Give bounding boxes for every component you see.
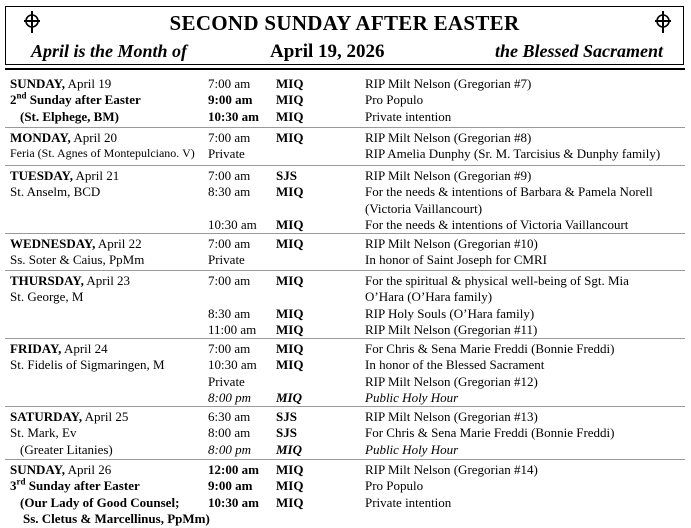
mass-time: 6:30 am [208, 409, 251, 424]
day-date: April 19 [65, 76, 112, 91]
weekday: TUESDAY, [10, 168, 73, 183]
day-date: April 23 [83, 273, 131, 288]
feast-line: Ss. Cletus & Marcellinus, PpMm) [23, 510, 210, 526]
mass-location: MIQ [276, 108, 304, 124]
mass-location: MIQ [276, 357, 304, 373]
mass-time: 8:30 am [208, 184, 251, 200]
mass-intention: For Chris & Sena Marie Freddi (Bonnie Freddi) [365, 425, 615, 441]
mass-location: SJS [276, 425, 297, 441]
day-separator [5, 406, 685, 407]
mass-location: SJS [276, 168, 297, 183]
mass-intention: RIP Holy Souls (O’Hara family) [365, 305, 535, 321]
day-heading [10, 130, 117, 145]
mass-intention: Private intention [365, 108, 452, 124]
mass-intention: Pro Populo [365, 478, 424, 494]
mass-time: 7:00 am [208, 76, 251, 91]
mass-location: MIQ [276, 76, 304, 91]
page-title: SECOND SUNDAY AFTER EASTER [169, 11, 520, 35]
mass-intention: Public Holy Hour [365, 389, 459, 405]
mass-intention-cont: (Victoria Vaillancourt) [365, 200, 483, 216]
month-note: April is the Month of [31, 41, 188, 61]
weekday: WEDNESDAY, [10, 236, 96, 251]
day-separator [5, 233, 685, 234]
mass-time: Private [208, 252, 245, 268]
weekday: FRIDAY, [10, 341, 62, 356]
mass-location: MIQ [276, 92, 304, 108]
feast-line: Ss. Soter & Caius, PpMm [10, 252, 145, 268]
day-heading [10, 341, 108, 356]
mass-intention: RIP Milt Nelson (Gregorian #13) [365, 409, 538, 424]
day-heading [10, 236, 142, 251]
mass-location: MIQ [276, 341, 304, 356]
mass-location: MIQ [276, 305, 304, 321]
mass-intention-cont: O’Hara (O’Hara family) [365, 289, 493, 305]
mass-location: MIQ [276, 184, 304, 200]
feast-line: (Greater Litanies) [20, 441, 113, 457]
mass-time: 7:00 am [208, 130, 251, 145]
day-date: April 26 [65, 462, 112, 477]
mass-location: MIQ [276, 441, 303, 457]
mass-location: MIQ [276, 321, 304, 337]
mass-location: MIQ [276, 494, 304, 510]
dedication: the Blessed Sacrament [494, 41, 663, 61]
day-heading [10, 273, 130, 288]
mass-intention: For the needs & intentions of Barbara & Pamela Norell [365, 184, 653, 200]
day-heading [10, 462, 111, 477]
feast-line: 3rd Sunday after Easter [10, 476, 140, 494]
mass-location: MIQ [276, 273, 304, 288]
mass-time: 10:30 am [208, 494, 259, 510]
day-separator [5, 270, 685, 271]
day-date: April 24 [61, 341, 108, 356]
mass-location: MIQ [276, 389, 303, 405]
mass-intention: Public Holy Hour [365, 441, 459, 457]
day-date: April 25 [82, 409, 129, 424]
mass-time: 8:00 pm [208, 389, 251, 405]
day-date: April 20 [70, 130, 118, 145]
mass-location: MIQ [276, 130, 304, 145]
day-separator [5, 165, 685, 166]
feast-line: St. George, M [10, 289, 84, 305]
mass-location: MIQ [276, 478, 304, 494]
weekday: SUNDAY, [10, 462, 66, 477]
header-rule [5, 68, 685, 70]
day-heading [10, 168, 119, 183]
mass-time: 8:00 am [208, 425, 251, 441]
mass-time: 7:00 am [208, 341, 251, 356]
feast-line: 2nd Sunday after Easter [10, 90, 141, 108]
mass-time: 9:00 am [208, 478, 253, 494]
mass-intention: RIP Milt Nelson (Gregorian #14) [365, 462, 538, 477]
mass-intention: For Chris & Sena Marie Freddi (Bonnie Freddi) [365, 341, 615, 356]
mass-time: 7:00 am [208, 273, 251, 288]
mass-time: Private [208, 373, 245, 389]
mass-intention: RIP Milt Nelson (Gregorian #7) [365, 76, 532, 91]
date-heading: April 19, 2026 [270, 41, 385, 62]
mass-time: Private [208, 146, 245, 162]
mass-intention: RIP Milt Nelson (Gregorian #10) [365, 236, 538, 251]
weekday: SATURDAY, [10, 409, 83, 424]
feast-line: Feria (St. Agnes of Montepulciano. V) [10, 146, 195, 161]
feast-line: St. Fidelis of Sigmaringen, M [10, 357, 165, 373]
mass-location: MIQ [276, 216, 304, 232]
mass-time: 7:00 am [208, 236, 251, 251]
day-separator [5, 127, 685, 128]
mass-intention: Pro Populo [365, 92, 424, 108]
mass-intention: RIP Milt Nelson (Gregorian #9) [365, 168, 532, 183]
mass-intention: In honor of Saint Joseph for CMRI [365, 252, 547, 268]
weekday: MONDAY, [10, 130, 71, 145]
mass-time: 7:00 am [208, 168, 251, 183]
mass-intention: For the spiritual & physical well-being of Sgt. Mia [365, 273, 629, 288]
mass-intention: RIP Amelia Dunphy (Sr. M. Tarcisius & Dunphy family) [365, 146, 661, 162]
mass-time: 10:30 am [208, 216, 257, 232]
mass-time: 12:00 am [208, 462, 259, 477]
mass-intention: RIP Milt Nelson (Gregorian #11) [365, 321, 538, 337]
day-date: April 22 [95, 236, 142, 251]
weekday: SUNDAY, [10, 76, 66, 91]
feast-line: St. Mark, Ev [10, 425, 77, 441]
mass-location: MIQ [276, 462, 304, 477]
mass-location: MIQ [276, 236, 304, 251]
day-separator [5, 338, 685, 339]
day-separator [5, 459, 685, 460]
mass-intention: Private intention [365, 494, 452, 510]
mass-time: 8:00 pm [208, 441, 251, 457]
mass-intention: For the needs & intentions of Victoria Vaillancourt [365, 216, 629, 232]
feast-line: St. Anselm, BCD [10, 184, 101, 200]
mass-time: 8:30 am [208, 305, 251, 321]
mass-time: 10:30 am [208, 108, 259, 124]
day-heading [10, 76, 111, 91]
feast-line: (St. Elphege, BM) [20, 108, 119, 124]
header-box [5, 6, 684, 65]
mass-intention: RIP Milt Nelson (Gregorian #8) [365, 130, 532, 145]
feast-line: (Our Lady of Good Counsel; [20, 494, 180, 510]
mass-time: 9:00 am [208, 92, 253, 108]
mass-time: 10:30 am [208, 357, 257, 373]
mass-time: 11:00 am [208, 321, 257, 337]
day-heading [10, 409, 128, 424]
day-date: April 21 [73, 168, 120, 183]
mass-intention: In honor of the Blessed Sacrament [365, 357, 545, 373]
mass-intention: RIP Milt Nelson (Gregorian #12) [365, 373, 538, 389]
weekday: THURSDAY, [10, 273, 84, 288]
mass-location: SJS [276, 409, 297, 424]
